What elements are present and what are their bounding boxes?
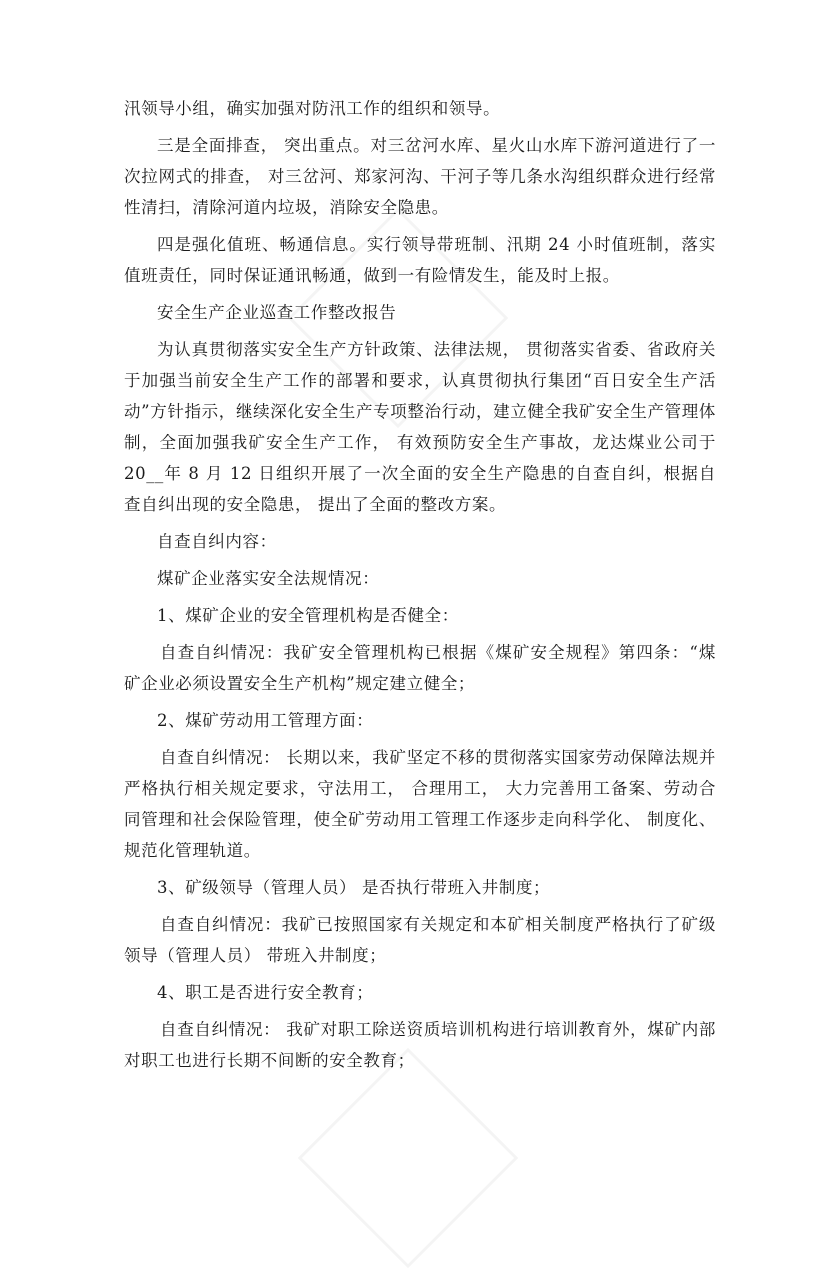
item-1-result: 自查自纠情况：我矿安全管理机构已根据《煤矿安全规程》第四条：“煤矿企业必须设置安全生产机构”规定建立健全； — [124, 643, 716, 693]
document-body — [124, 93, 716, 1082]
item-2-heading: 2、煤矿劳动用工管理方面： — [157, 711, 374, 730]
paragraph-inspection: 三是全面排查， 突出重点。对三岔河水库、星火山水库下游河道进行了一次拉网式的排查， 对三岔河、郑家河沟、干河子等几条水沟组织群众进行经常性清扫，清除河道内垃圾，消除安全隐患。 — [124, 136, 716, 217]
paragraph-intro: 为认真贯彻落实安全生产方针政策、法律法规， 贯彻落实省委、省政府关于加强当前安全生产工作的部署和要求，认真贯彻执行集团“百日安全生产活动”方针指示，继续深化安全生产专项整治行动，建立健全我矿安全生产管理体制，全面加强我矿安全生产工作， 有效预防安全生产事故，龙达煤业公司于 20__年 8 月 12 日组织开展了一次全面的安全生产隐患的自查自纠，根据自查自纠出现的安全隐患， 提出了全面的整改方案。 — [124, 340, 716, 514]
item-2-result: 自查自纠情况： 长期以来，我矿坚定不移的贯彻落实国家劳动保障法规并严格执行相关规定要求，守法用工， 合理用工， 大力完善用工备案、劳动合同管理和社会保险管理，使全矿劳动用工管理工作逐步走向科学化、 制度化、 规范化管理轨道。 — [124, 748, 716, 860]
paragraph-flood-leadership: 汛领导小组，确实加强对防汛工作的组织和领导。 — [124, 99, 501, 118]
paragraph-duty: 四是强化值班、畅通信息。实行领导带班制、汛期 24 小时值班制，落实值班责任，同时保证通讯畅通，做到一有险情发生，能及时上报。 — [124, 235, 716, 285]
item-4-result: 自查自纠情况： 我矿对职工除送资质培训机构进行培训教育外，煤矿内部对职工也进行长期不间断的安全教育； — [124, 1020, 716, 1070]
item-1-heading: 1、煤矿企业的安全管理机构是否健全： — [157, 606, 459, 625]
section-heading-regulations: 煤矿企业落实安全法规情况： — [157, 569, 380, 588]
item-4-heading: 4、职工是否进行安全教育； — [157, 983, 374, 1002]
section-heading-self-check: 自查自纠内容： — [157, 532, 277, 551]
item-3-heading: 3、矿级领导（管理人员） 是否执行带班入井制度； — [157, 878, 551, 897]
report-title: 安全生产企业巡查工作整改报告 — [157, 303, 397, 322]
item-3-result: 自查自纠情况：我矿已按照国家有关规定和本矿相关制度严格执行了矿级领导（管理人员） 带班入井制度； — [124, 915, 716, 965]
